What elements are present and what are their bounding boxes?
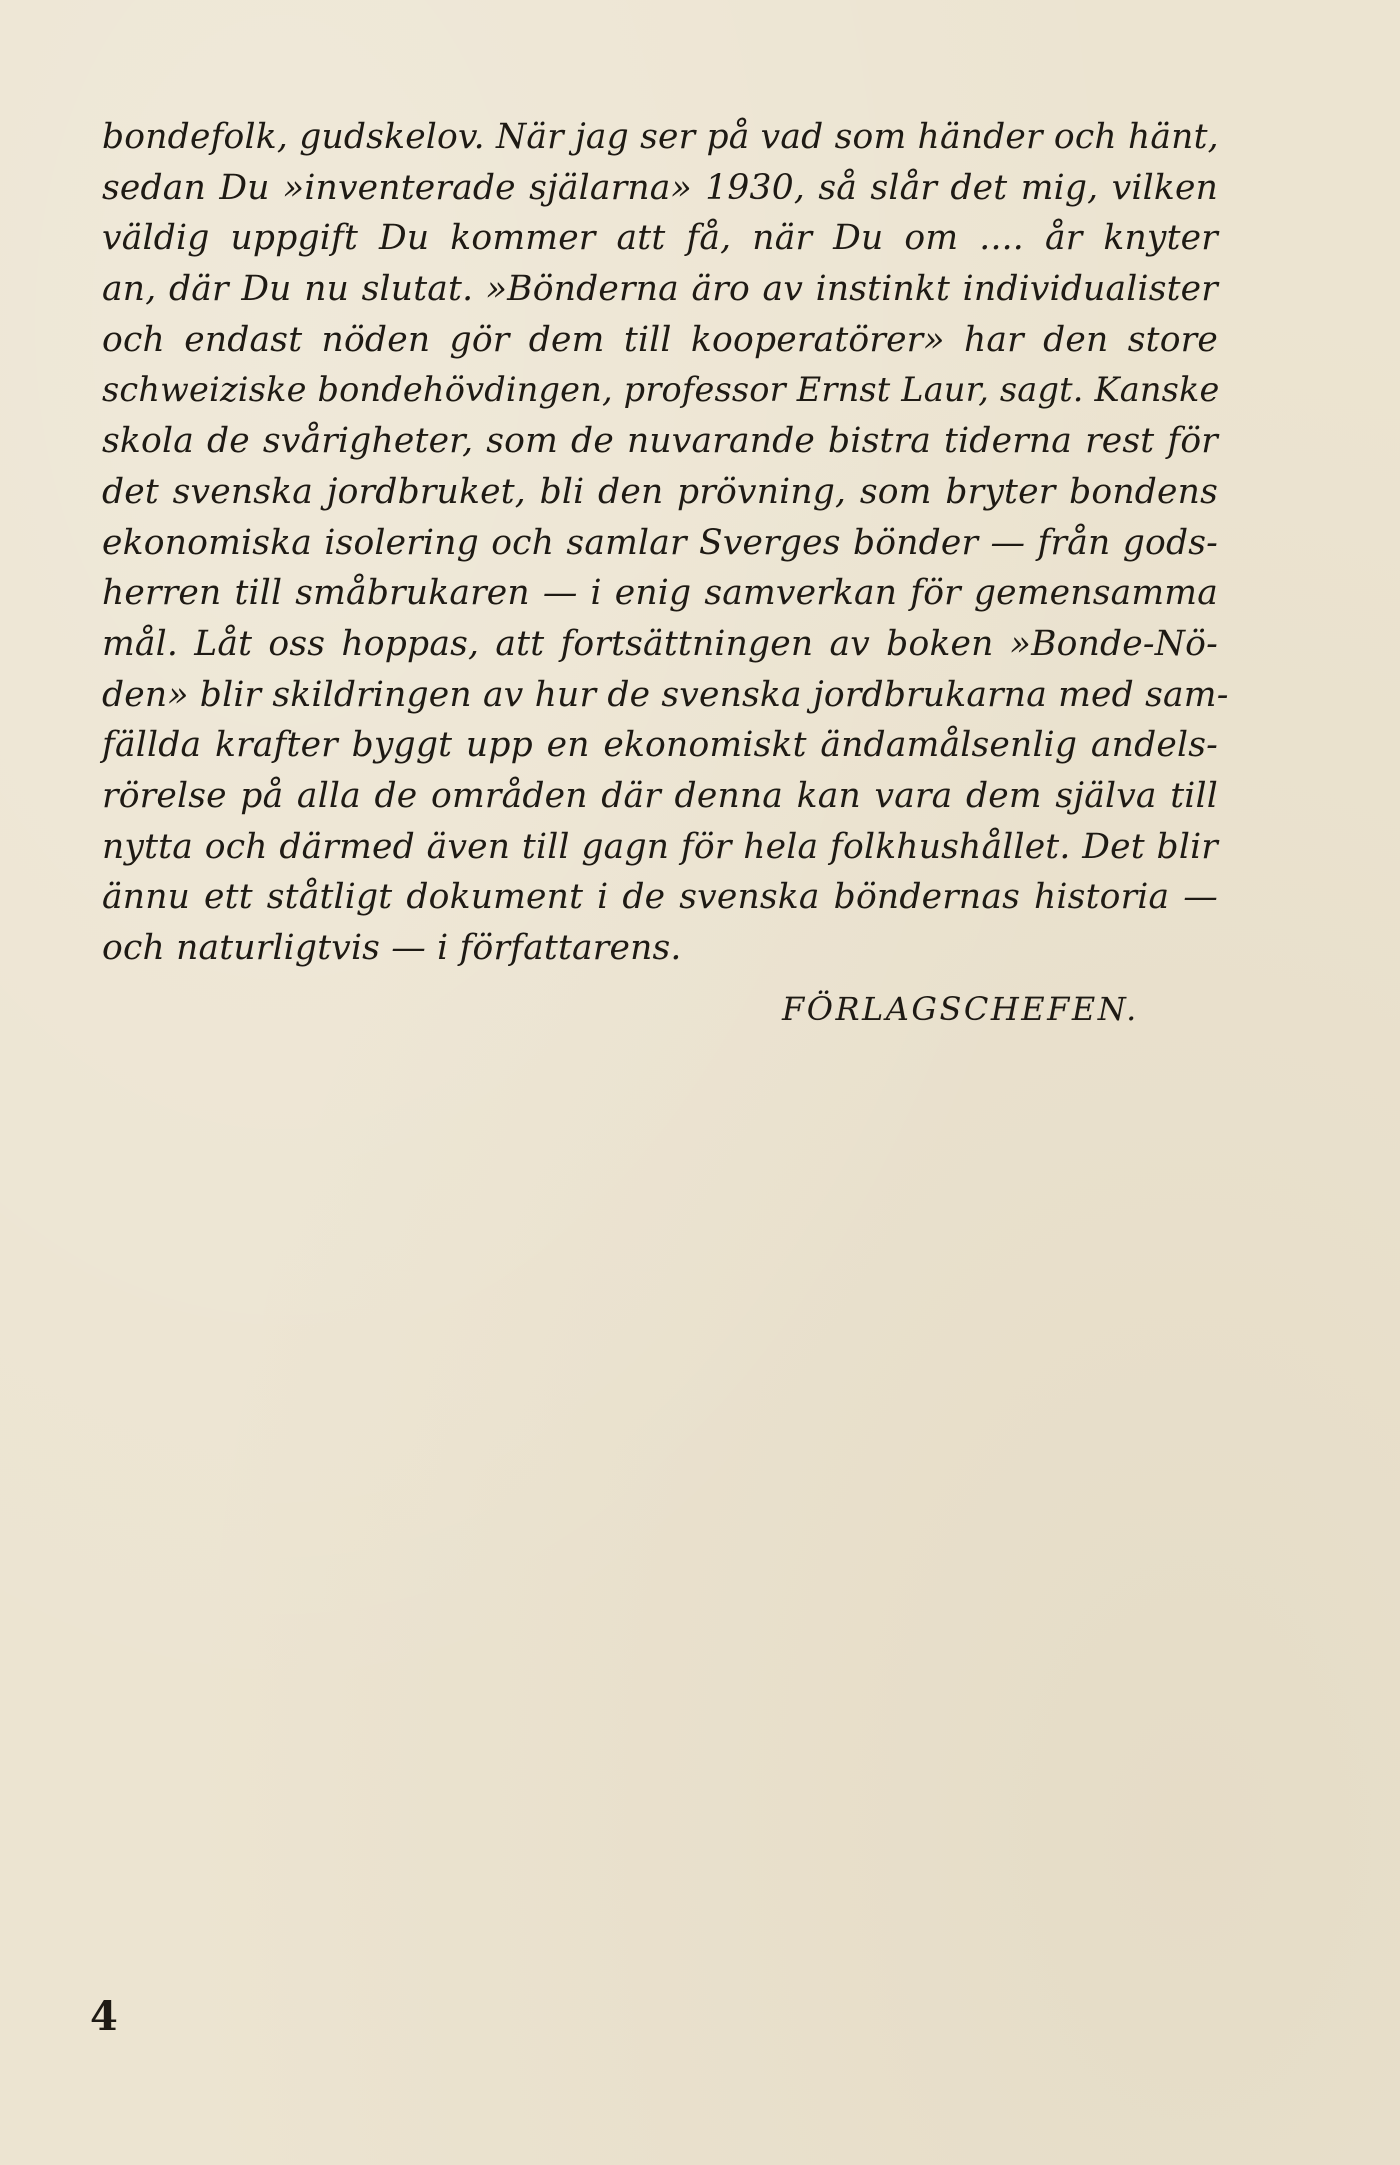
text-line: nytta och därmed även till gagn för hela folkhushållet. Det blir bbox=[102, 826, 1218, 867]
body-paragraph bbox=[102, 112, 1229, 974]
text-line: och naturligtvis — i författarens. bbox=[102, 928, 682, 968]
text-line: ännu ett ståtligt dokument i de svenska böndernas historia — bbox=[102, 877, 1218, 918]
text-line: an, där Du nu slutat. »Bönderna äro av instinkt individualister bbox=[102, 269, 1218, 310]
text-line: det svenska jordbruket, bli den prövning, som bryter bondens bbox=[102, 471, 1218, 512]
text-line: schweiziske bondehövdingen, professor Ernst Laur, sagt. Kanske bbox=[102, 370, 1220, 410]
text-line: väldig uppgift Du kommer att få, när Du om .... år knyter bbox=[102, 218, 1218, 259]
text-line: skola de svårigheter, som de nuvarande bistra tiderna rest för bbox=[102, 421, 1218, 462]
text-line: den» blir skildringen av hur de svenska jordbrukarna med sam- bbox=[102, 674, 1229, 715]
text-line: ekonomiska isolering och samlar Sverges bönder — från gods- bbox=[102, 522, 1218, 563]
text-line: rörelse på alla de områden där denna kan vara dem själva till bbox=[102, 775, 1218, 816]
page-number: 4 bbox=[90, 1993, 118, 2040]
text-line: och endast nöden gör dem till kooperatörer» har den store bbox=[102, 319, 1218, 360]
text-line: sedan Du »inventerade själarna» 1930, så slår det mig, vilken bbox=[102, 167, 1218, 208]
signature: FÖRLAGSCHEFEN. bbox=[782, 990, 1139, 1028]
text-line: bondefolk, gudskelov. När jag ser på vad som händer och hänt, bbox=[102, 117, 1219, 157]
text-line: herren till småbrukaren — i enig samverkan för gemensamma bbox=[102, 573, 1218, 614]
text-line: fällda krafter byggt upp en ekonomiskt ändamålsenlig andels- bbox=[102, 725, 1218, 766]
text-line: mål. Låt oss hoppas, att fortsättningen av boken »Bonde-Nö- bbox=[102, 623, 1218, 664]
